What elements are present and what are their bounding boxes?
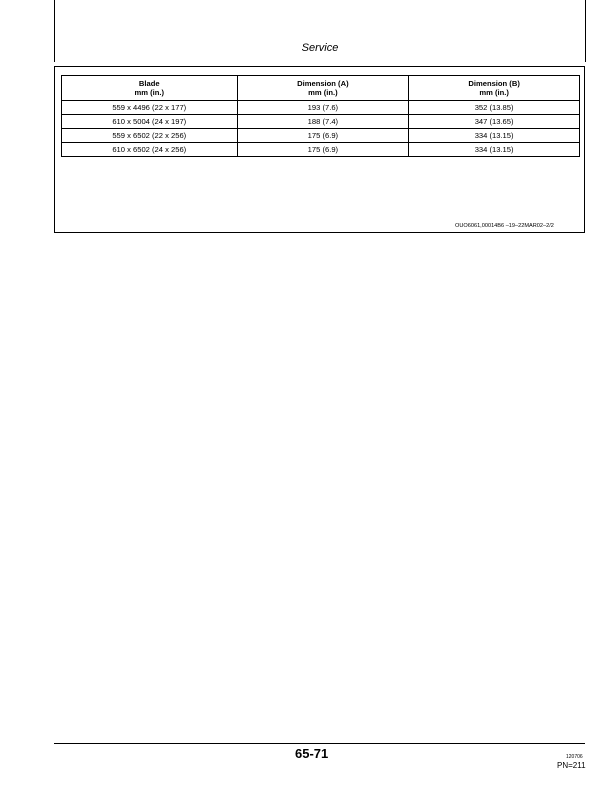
header-dimension-a (237, 76, 409, 101)
page-number: 65-71 (295, 746, 329, 761)
pn-label: PN=211 (557, 761, 586, 770)
blade-dimension-table (61, 75, 580, 157)
dimension-b-cell: 334 (13.15) (409, 129, 580, 143)
dimension-a-cell: 193 (7.6) (237, 101, 409, 115)
header-dimension-b-title: Dimension (B) (468, 78, 520, 88)
dimension-b-cell: 347 (13.65) (409, 115, 580, 129)
dimension-a-cell: 175 (6.9) (237, 129, 409, 143)
header-blade-unit: mm (in.) (134, 88, 165, 97)
blade-size-cell: 610 x 6502 (24 x 256) (62, 143, 238, 157)
header-dimension-a-unit: mm (in.) (308, 88, 338, 97)
table-row (62, 143, 580, 157)
date-code: 120706 (566, 754, 583, 760)
dimension-a-cell: 175 (6.9) (237, 143, 409, 157)
dimension-b-cell: 334 (13.15) (409, 143, 580, 157)
blade-size-cell: 559 x 4496 (22 x 177) (62, 101, 238, 115)
header-dimension-b (409, 76, 580, 101)
header-dimension-b-unit: mm (in.) (479, 88, 509, 97)
reference-code: OUO6061,00014B6 –19–22MAR02–2/2 (455, 223, 554, 229)
dimension-b-cell: 352 (13.85) (409, 101, 580, 115)
section-title: Service (301, 42, 339, 54)
table-row (62, 115, 580, 129)
header-dimension-a-title: Dimension (A) (297, 78, 349, 88)
table-header-row (62, 76, 580, 101)
blade-size-cell: 610 x 5004 (24 x 197) (62, 115, 238, 129)
header-blade (62, 76, 238, 101)
dimension-a-cell: 188 (7.4) (237, 115, 409, 129)
table-row (62, 101, 580, 115)
footer-rule (54, 743, 585, 744)
blade-size-cell: 559 x 6502 (22 x 256) (62, 129, 238, 143)
header-blade-title: Blade (138, 78, 160, 88)
table-row (62, 129, 580, 143)
